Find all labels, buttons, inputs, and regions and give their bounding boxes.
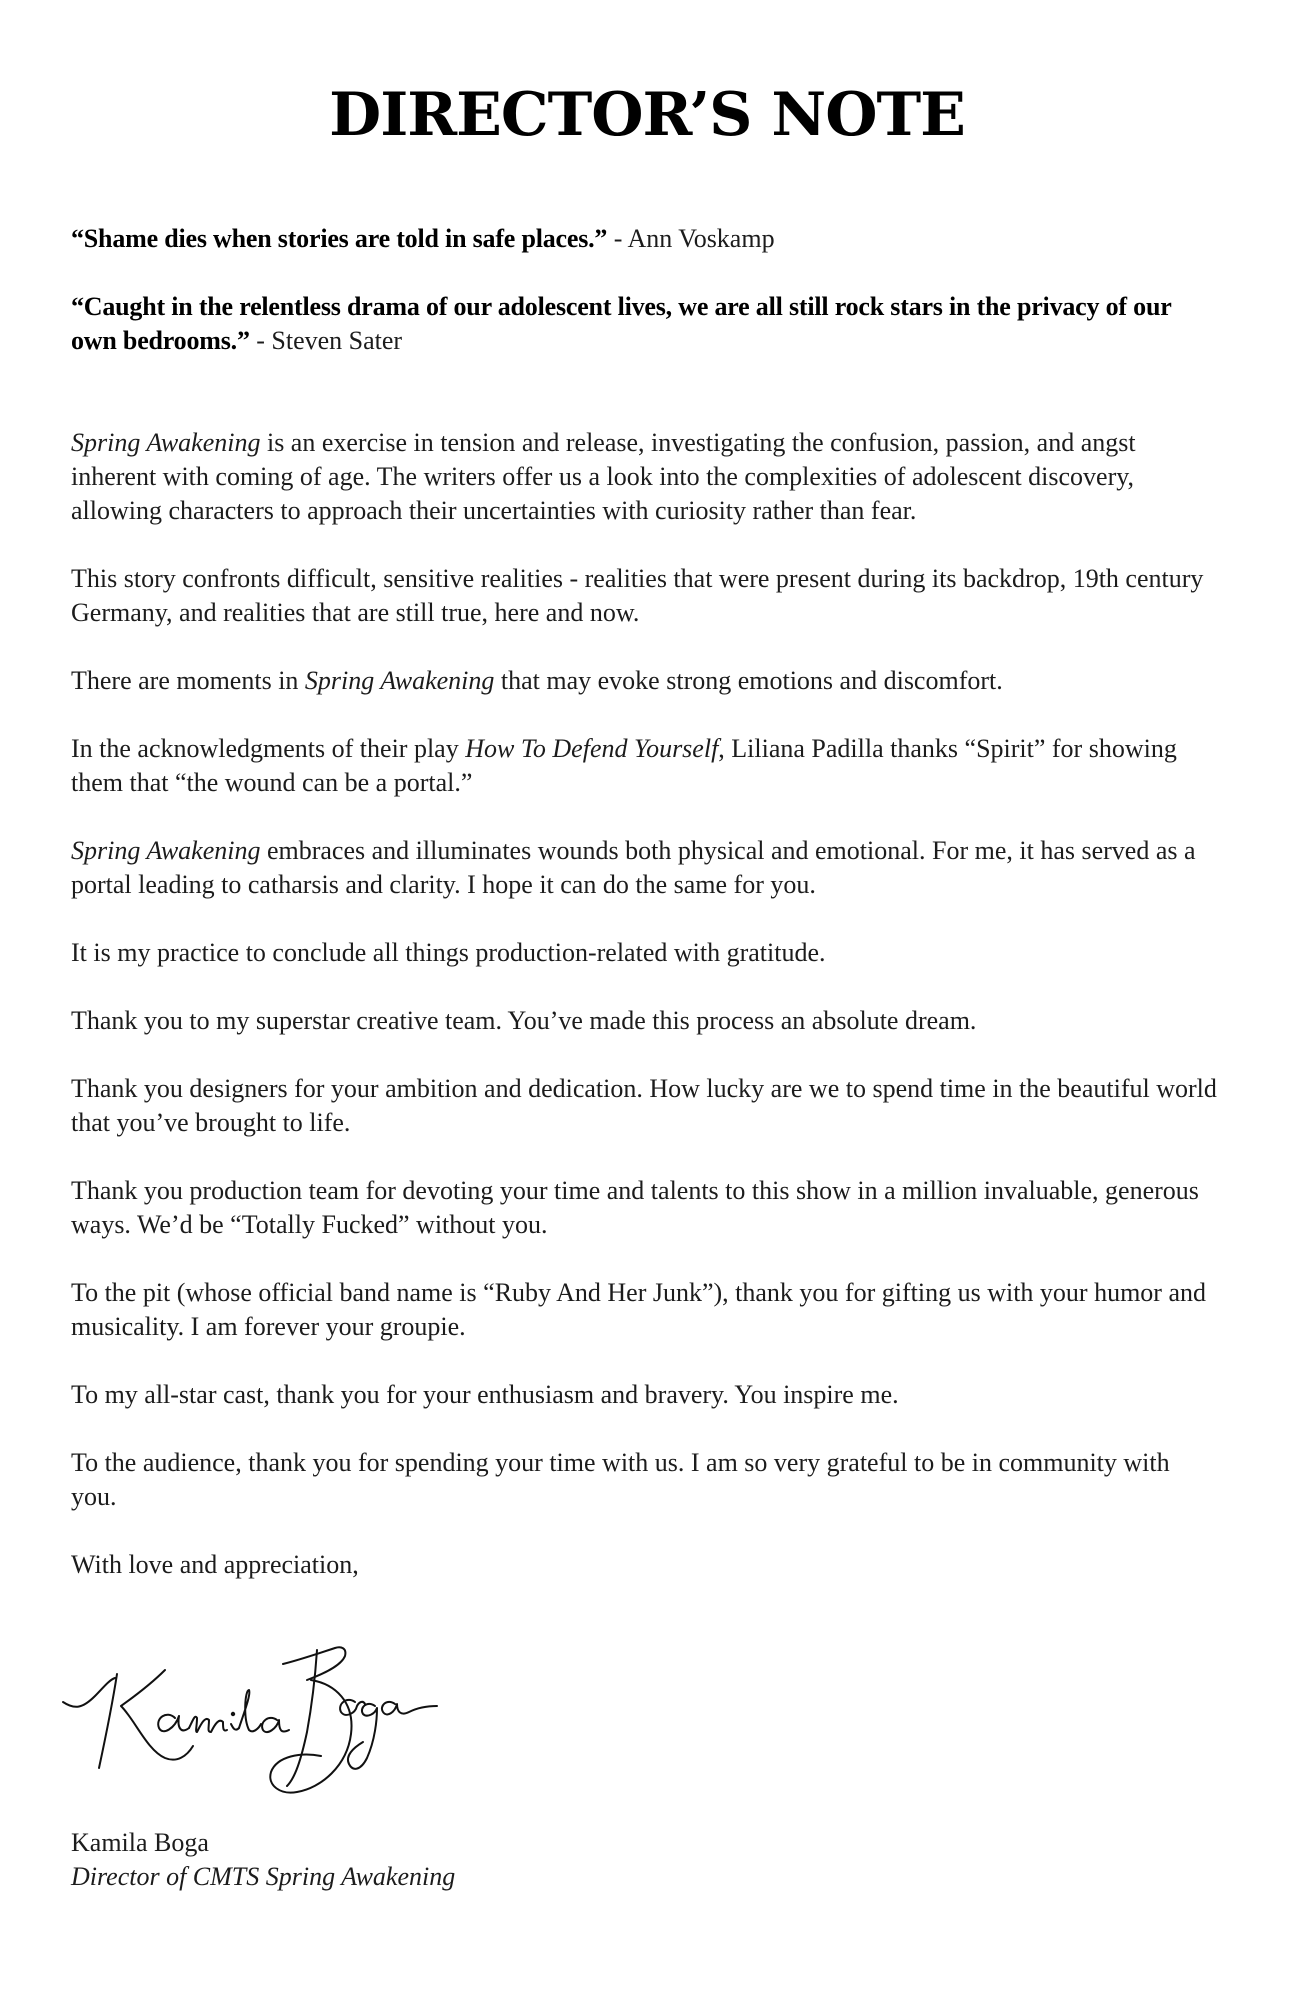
paragraph-text: In the acknowledgments of their play [71,734,466,763]
paragraph-cast: To my all-star cast, thank you for your enthusiasm and bravery. You inspire me. [71,1380,899,1409]
signer-role: Director of CMTS Spring Awakening [71,1862,456,1891]
paragraph-text: embraces and illuminates wounds both physical and emotional. For me, it has served as a portal leading to catharsis and clarity. I hope it can do the same for you. [71,836,1196,899]
show-title: Spring Awakening [71,836,261,865]
show-title: Spring Awakening [304,666,495,695]
quote-attribution: - Ann Voskamp [607,224,775,253]
paragraph-text: There are moments in [71,666,305,695]
quote-attribution: - Steven Sater [249,326,403,355]
signer-block [71,1826,455,1894]
paragraph-text: , Liliana Padilla thanks “Spirit” for showing them that “the wound can be a portal.” [71,734,1177,797]
epigraph-quote-2 [71,290,1221,358]
paragraph-text: that may evoke strong emotions and discomfort. [494,666,1003,695]
paragraph-production-team: Thank you production team for devoting your time and talents to this show in a million invaluable, generous ways. We’d be “Totally Fucked” without you. [71,1176,1199,1239]
paragraph-text: is an exercise in tension and release, investigating the confusion, passion, and angst inherent with coming of age. The writers offer us a look into the complexities of adolescent discovery, allowing characters to approach their uncertainties with curiosity rather than fear. [71,428,1136,525]
closing-line: With love and appreciation, [71,1550,359,1579]
note-body [71,222,1221,1616]
paragraph-content-warning [71,664,1221,698]
play-title: How To Defend Yourself [465,734,719,763]
paragraph-designers: Thank you designers for your ambition and dedication. How lucky are we to spend time in the beautiful world that you’ve brought to life. [71,1074,1217,1137]
show-title: Spring Awakening [71,428,261,457]
paragraph-wounds [71,834,1221,902]
signature-image [55,1640,475,1810]
quote-text: “Caught in the relentless drama of our adolescent lives, we are all still rock stars in the privacy of our own bedrooms.” [71,292,1172,355]
paragraph-pit: To the pit (whose official band name is “Ruby And Her Junk”), thank you for gifting us with your humor and musicality. I am forever your groupie. [71,1278,1206,1341]
paragraph-realities: This story confronts difficult, sensitive realities - realities that were present during its backdrop, 19th century Germany, and realities that are still true, here and now. [71,564,1204,627]
paragraph-intro [71,426,1221,528]
paragraph-acknowledgment [71,732,1221,800]
signer-name: Kamila Boga [71,1828,209,1857]
paragraph-creative-team: Thank you to my superstar creative team. You’ve made this process an absolute dream. [71,1006,977,1035]
epigraph-quote-1 [71,222,1221,256]
paragraph-audience: To the audience, thank you for spending your time with us. I am so very grateful to be in community with you. [71,1448,1170,1511]
quote-text: “Shame dies when stories are told in safe places.” [71,224,608,253]
page-title: DIRECTOR’S NOTE [329,80,965,150]
paragraph-gratitude: It is my practice to conclude all things production-related with gratitude. [71,938,826,967]
